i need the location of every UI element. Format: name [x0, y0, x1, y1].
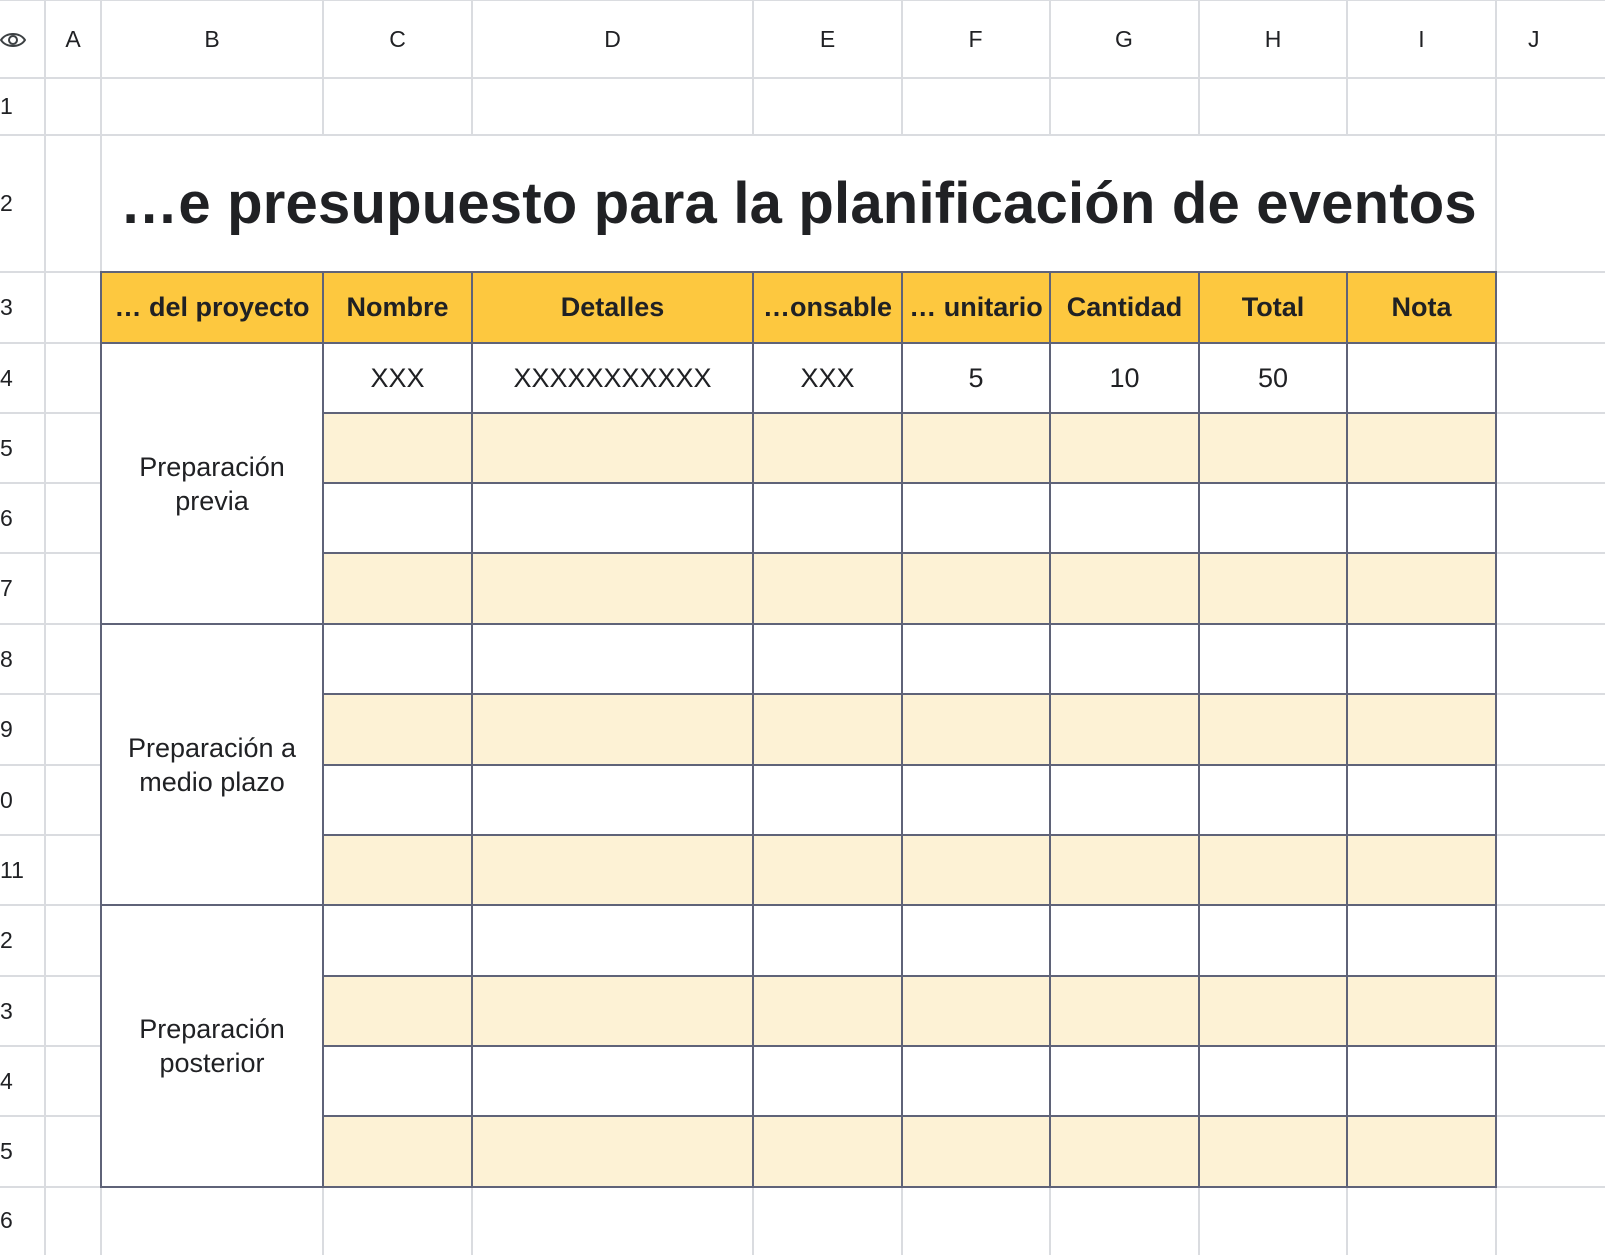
- row-number[interactable]: 7: [0, 575, 13, 601]
- gridline: [0, 342, 101, 344]
- header-precio-unitario[interactable]: … unitario: [902, 272, 1050, 343]
- row-number[interactable]: 8: [0, 645, 13, 672]
- gridline: [1496, 412, 1605, 414]
- sheet-title[interactable]: …e presupuesto para la planificación de eventos: [120, 171, 1477, 236]
- table-border: [752, 271, 754, 1188]
- gridline: [0, 77, 1605, 79]
- gridline: [1496, 1045, 1605, 1047]
- gridline: [0, 412, 101, 414]
- column-header-j[interactable]: J: [1528, 25, 1540, 52]
- gridline: [471, 1187, 473, 1255]
- cell-nota[interactable]: [1347, 343, 1496, 413]
- table-border: [100, 623, 1497, 625]
- table-border: [322, 975, 1497, 977]
- row-number[interactable]: 2: [0, 927, 13, 953]
- gridline: [0, 975, 101, 977]
- table-border: [322, 764, 1497, 766]
- column-header-d[interactable]: D: [604, 25, 621, 52]
- gridline: [471, 0, 473, 135]
- gridline: [1495, 1187, 1497, 1255]
- category-preparacion-previa[interactable]: Preparación previa: [139, 452, 285, 516]
- gridline: [752, 0, 754, 135]
- row-number[interactable]: 3: [0, 294, 13, 320]
- gridline: [0, 1045, 101, 1047]
- table-border: [322, 693, 1497, 695]
- header-detalles[interactable]: Detalles: [472, 272, 753, 343]
- gridline: [100, 1187, 102, 1255]
- gridline: [1198, 1187, 1200, 1255]
- gridline: [1346, 1187, 1348, 1255]
- column-header-i[interactable]: I: [1418, 25, 1425, 52]
- row-number[interactable]: 4: [0, 364, 13, 391]
- table-row-alt-fill: [323, 835, 1496, 905]
- column-header-e[interactable]: E: [819, 25, 836, 52]
- gridline: [0, 552, 101, 554]
- gridline: [1495, 0, 1497, 272]
- row-number[interactable]: 2: [0, 190, 13, 216]
- table-border: [322, 552, 1497, 554]
- row-number[interactable]: 5: [0, 434, 13, 461]
- gridline: [1496, 764, 1605, 766]
- gridline: [1496, 975, 1605, 977]
- category-preparacion-medio-plazo[interactable]: Preparación a medio plazo: [127, 733, 297, 797]
- table-border: [1049, 271, 1051, 1188]
- gridline: [0, 834, 101, 836]
- table-row-alt-fill: [323, 553, 1496, 624]
- gridline: [1496, 342, 1605, 344]
- gridline: [752, 1187, 754, 1255]
- table-border: [1198, 271, 1200, 1188]
- gridline: [1496, 552, 1605, 554]
- column-header-g[interactable]: G: [1115, 25, 1133, 52]
- gridline: [0, 623, 101, 625]
- gridline: [1049, 1187, 1051, 1255]
- table-border: [471, 271, 473, 1188]
- gridline: [1198, 0, 1200, 135]
- gridline: [0, 482, 101, 484]
- table-border: [100, 1186, 1497, 1188]
- table-row-alt-fill: [323, 976, 1496, 1046]
- table-row-alt-fill: [323, 1116, 1496, 1187]
- gridline: [322, 1187, 324, 1255]
- gridline: [0, 693, 101, 695]
- visibility-eye-icon[interactable]: [0, 26, 28, 54]
- gridline: [0, 0, 1605, 1]
- row-number[interactable]: 6: [0, 1206, 13, 1233]
- row-number[interactable]: 6: [0, 504, 13, 531]
- table-border: [901, 271, 903, 1188]
- header-fase-del-proyecto[interactable]: … del proyecto: [101, 272, 323, 343]
- gridline: [1496, 693, 1605, 695]
- row-number[interactable]: 5: [0, 1138, 13, 1164]
- table-border: [100, 342, 1497, 344]
- column-header-c[interactable]: C: [389, 25, 406, 52]
- gridline: [1496, 1115, 1605, 1117]
- column-header-b[interactable]: B: [204, 25, 220, 52]
- table-border: [100, 271, 1497, 273]
- row-number[interactable]: 9: [0, 716, 13, 742]
- table-row-alt-fill: [323, 694, 1496, 765]
- row-number[interactable]: 3: [0, 997, 13, 1024]
- cell-total[interactable]: 50: [1257, 362, 1289, 393]
- gridline: [0, 764, 101, 766]
- header-nota[interactable]: Nota: [1347, 272, 1496, 343]
- table-border: [322, 271, 324, 1188]
- gridline: [0, 1115, 101, 1117]
- row-number[interactable]: 0: [0, 786, 13, 813]
- gridline: [322, 0, 324, 135]
- cell-cantidad[interactable]: 10: [1109, 362, 1140, 393]
- gridline: [1496, 482, 1605, 484]
- cell-detalles[interactable]: XXXXXXXXXXX: [513, 362, 712, 393]
- cell-nombre[interactable]: XXX: [370, 362, 425, 393]
- row-number[interactable]: 11: [0, 856, 24, 883]
- gridline: [1346, 0, 1348, 135]
- gridline: [901, 0, 903, 135]
- column-header-f[interactable]: F: [968, 25, 983, 52]
- table-border: [322, 1045, 1497, 1047]
- table-border: [322, 412, 1497, 414]
- gridline: [1496, 904, 1605, 906]
- header-total[interactable]: Total: [1199, 272, 1347, 343]
- table-border: [1495, 271, 1497, 1188]
- header-responsable[interactable]: …onsable: [753, 272, 902, 343]
- gridline: [901, 1187, 903, 1255]
- cell-precio-unitario[interactable]: 5: [968, 362, 984, 393]
- table-border: [322, 834, 1497, 836]
- gridline: [44, 0, 46, 1255]
- header-nombre[interactable]: Nombre: [323, 272, 472, 343]
- gridline: [1496, 623, 1605, 625]
- row-number[interactable]: 4: [0, 1067, 13, 1094]
- table-border: [1346, 271, 1348, 1188]
- category-preparacion-posterior[interactable]: Preparación posterior: [139, 1014, 285, 1078]
- gridline: [0, 904, 101, 906]
- cell-responsable[interactable]: XXX: [800, 362, 855, 393]
- column-header-a[interactable]: A: [65, 25, 81, 52]
- row-number[interactable]: 1: [0, 93, 13, 119]
- column-header-h[interactable]: H: [1264, 25, 1282, 52]
- gridline: [1049, 0, 1051, 135]
- table-row-alt-fill: [323, 413, 1496, 483]
- table-border: [100, 904, 1497, 906]
- table-border: [322, 482, 1497, 484]
- table-border: [322, 1115, 1497, 1117]
- gridline: [1496, 834, 1605, 836]
- header-cantidad[interactable]: Cantidad: [1050, 272, 1199, 343]
- table-border: [100, 271, 102, 1188]
